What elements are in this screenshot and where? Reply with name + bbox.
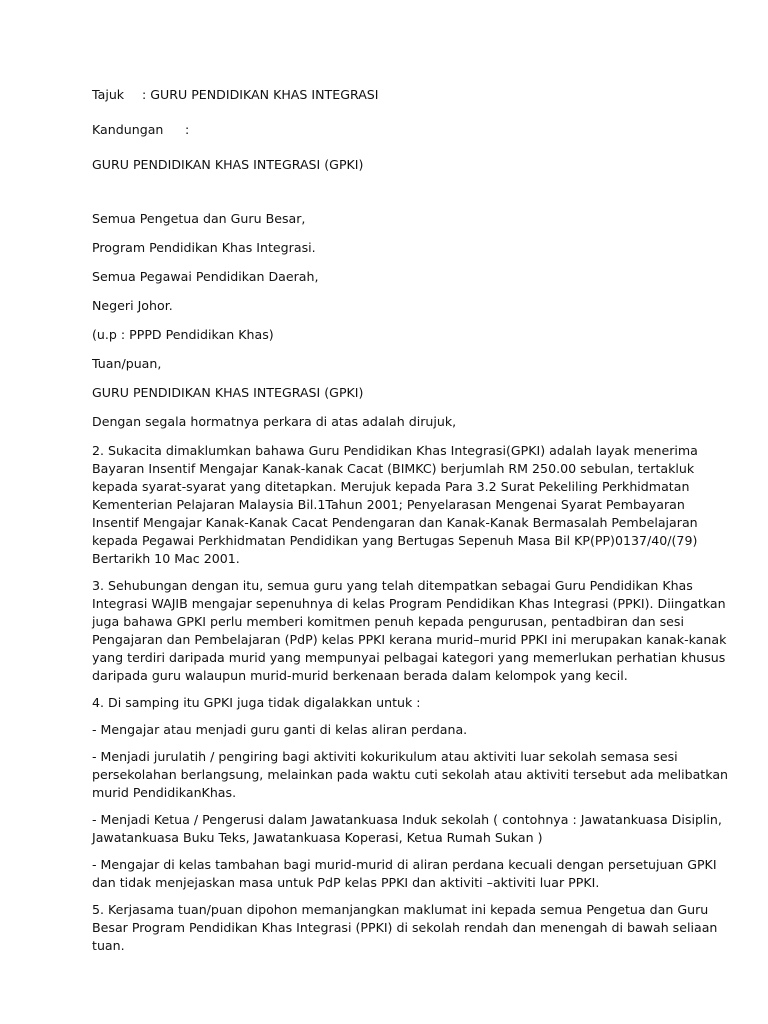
paragraph-line: 2. Sukacita dimaklumkan bahawa Guru Pendidikan Khas Integrasi(GPKI) adalah layak menerima xyxy=(92,443,698,458)
kandungan-value: : xyxy=(185,122,190,137)
tajuk-label: Tajuk xyxy=(92,87,125,102)
kandungan-label: Kandungan xyxy=(92,122,164,137)
address-line: Negeri Johor. xyxy=(92,298,173,313)
bullet-item xyxy=(92,856,717,892)
address-line: Semua Pegawai Pendidikan Daerah, xyxy=(92,269,319,284)
paragraph-line: Bertarikh 10 Mac 2001. xyxy=(92,551,240,566)
paragraph-line: 3. Sehubungan dengan itu, semua guru yang telah ditempatkan sebagai Guru Pendidikan Khas xyxy=(92,578,693,593)
salutation: Tuan/puan, xyxy=(92,356,162,371)
paragraph-line: - Menjadi jurulatih / pengiring bagi aktiviti kokurikulum atau aktiviti luar sekolah semasa sesi xyxy=(92,749,678,764)
paragraph-line: kepada Pegawai Perkhidmatan Pendidikan yang Bertugas Sepenuh Masa Bil KP(PP)0137/40/(79) xyxy=(92,533,698,548)
paragraph-line: Kementerian Pelajaran Malaysia Bil.1Tahun 2001; Penyelarasan Mengenai Syarat Pembayaran xyxy=(92,497,685,512)
bullet-item: - Mengajar atau menjadi guru ganti di kelas aliran perdana. xyxy=(92,722,468,737)
paragraph-2 xyxy=(92,442,698,568)
bullet-item xyxy=(92,811,722,847)
paragraph-line: - Mengajar di kelas tambahan bagi murid-murid di aliran perdana kecuali dengan persetujuan GPKI xyxy=(92,857,717,872)
paragraph-line: kepada syarat-syarat yang ditetapkan. Merujuk kepada Para 3.2 Surat Pekeliling Perkhidmatan xyxy=(92,479,690,494)
paragraph-line: tuan. xyxy=(92,938,125,953)
paragraph-line: 5. Kerjasama tuan/puan dipohon memanjangkan maklumat ini kepada semua Pengetua dan Guru xyxy=(92,902,709,917)
tajuk-line xyxy=(92,86,692,104)
paragraph-line: Pengajaran dan Pembelajaran (PdP) kelas PPKI kerana murid–murid PPKI ini merupakan kanak-kanak xyxy=(92,632,727,647)
reference-line: Dengan segala hormatnya perkara di atas adalah dirujuk, xyxy=(92,414,457,429)
address-line: Semua Pengetua dan Guru Besar, xyxy=(92,211,306,226)
paragraph-3 xyxy=(92,577,727,685)
subject-line: GURU PENDIDIKAN KHAS INTEGRASI (GPKI) xyxy=(92,157,364,172)
paragraph-line: murid PendidikanKhas. xyxy=(92,785,237,800)
paragraph-5 xyxy=(92,901,718,955)
paragraph-line: Integrasi WAJIB mengajar sepenuhnya di kelas Program Pendidikan Khas Integrasi (PPKI). Diingatkan xyxy=(92,596,726,611)
document-content xyxy=(92,86,729,964)
paragraph-line: Insentif Mengajar Kanak-Kanak Cacat Pendengaran dan Kanak-Kanak Bermasalah Pembelajaran xyxy=(92,515,698,530)
paragraph-line: daripada guru walaupun murid-murid berkenaan berada dalam kelompok yang kecil. xyxy=(92,668,628,683)
kandungan-line xyxy=(92,121,692,139)
address-line: Program Pendidikan Khas Integrasi. xyxy=(92,240,316,255)
paragraph-line: Jawatankuasa Buku Teks, Jawatankuasa Koperasi, Ketua Rumah Sukan ) xyxy=(92,830,543,845)
paragraph-line: - Menjadi Ketua / Pengerusi dalam Jawatankuasa Induk sekolah ( contohnya : Jawatankuasa Disiplin, xyxy=(92,812,722,827)
paragraph-line: juga bahawa GPKI perlu memberi komitmen penuh kepada pengurusan, pentadbiran dan sesi xyxy=(92,614,684,629)
paragraph-line: persekolahan berlangsung, melainkan pada waktu cuti sekolah atau aktiviti tersebut ada melibatkan xyxy=(92,767,729,782)
bullet-item xyxy=(92,748,729,802)
tajuk-value: : GURU PENDIDIKAN KHAS INTEGRASI xyxy=(142,87,379,102)
letter-title: GURU PENDIDIKAN KHAS INTEGRASI (GPKI) xyxy=(92,385,364,400)
paragraph-line: yang terdiri daripada murid yang mempunyai pelbagai kategori yang memerlukan perhatian khusus xyxy=(92,650,726,665)
paragraph-line: Besar Program Pendidikan Khas Integrasi (PPKI) di sekolah rendah dan menengah di bawah seliaan xyxy=(92,920,718,935)
address-line: (u.p : PPPD Pendidikan Khas) xyxy=(92,327,274,342)
paragraph-line: Bayaran Insentif Mengajar Kanak-kanak Cacat (BIMKC) berjumlah RM 250.00 sebulan, tertakluk xyxy=(92,461,695,476)
paragraph-4: 4. Di samping itu GPKI juga tidak digalakkan untuk : xyxy=(92,695,421,710)
paragraph-line: dan tidak menjejaskan masa untuk PdP kelas PPKI dan aktiviti –aktiviti luar PPKI. xyxy=(92,875,600,890)
